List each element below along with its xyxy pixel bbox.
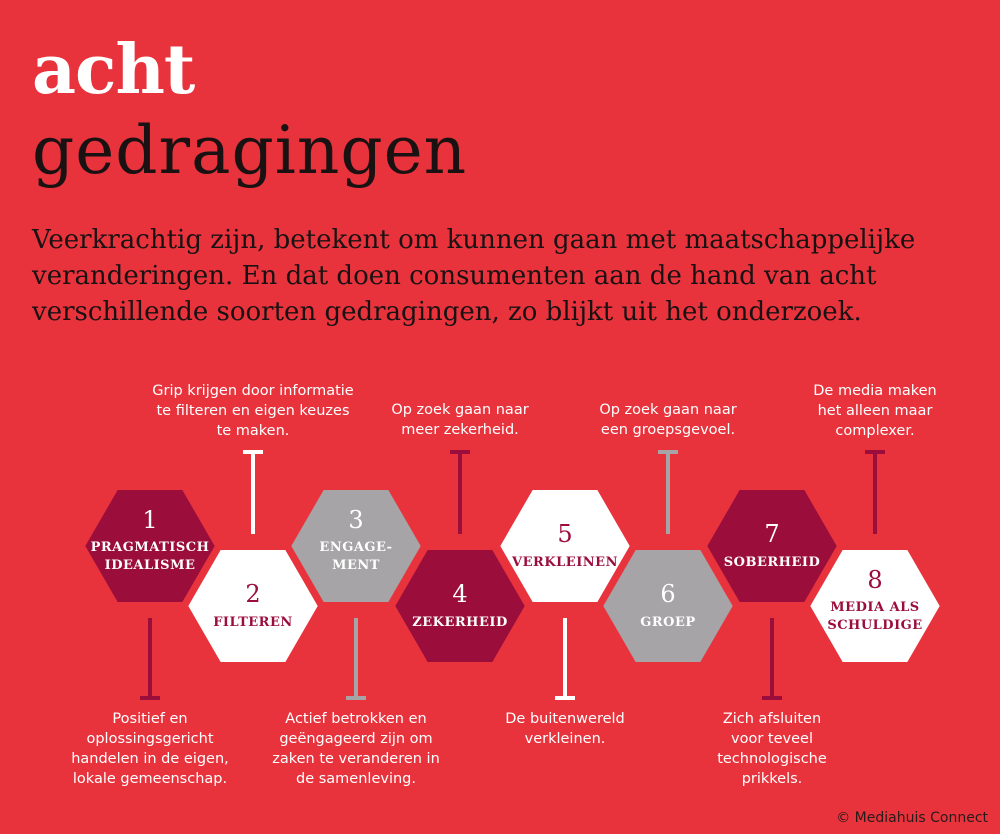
behavior-description-5: De buitenwereld — [505, 711, 625, 727]
behavior-number-5: 5 — [557, 520, 573, 548]
intro-line-1: Veerkrachtig zijn, betekent om kunnen gaan met maatschappelijke — [32, 225, 916, 255]
intro-text — [32, 222, 982, 330]
behavior-number-2: 2 — [245, 580, 261, 608]
behavior-description-3: Actief betrokken en — [285, 711, 427, 727]
behavior-description-5: verkleinen. — [524, 731, 606, 747]
behavior-description-1: handelen in de eigen, — [71, 751, 229, 767]
behavior-description-3: geëngageerd zijn om — [279, 731, 433, 747]
behavior-description-8: complexer. — [835, 423, 915, 439]
behavior-description-3: de samenleving. — [296, 771, 416, 787]
behavior-label-3: ENGAGE- — [319, 540, 393, 555]
behavior-description-7: voor teveel — [731, 731, 813, 747]
behaviors-diagram — [0, 360, 1000, 800]
behavior-description-4: meer zekerheid. — [401, 422, 519, 438]
intro-line-2: veranderingen. En dat doen consumenten aan de hand van acht — [32, 261, 877, 291]
behavior-number-8: 8 — [867, 566, 883, 594]
behavior-label-8: SCHULDIGE — [827, 618, 923, 633]
behavior-label-1: PRAGMATISCH — [90, 540, 210, 555]
behavior-description-7: Zich afsluiten — [722, 711, 822, 727]
title-acht: acht — [32, 30, 195, 110]
behavior-description-8: het alleen maar — [817, 403, 933, 419]
behavior-label-3: MENT — [332, 558, 380, 573]
behavior-label-6: GROEP — [640, 615, 696, 630]
behavior-description-7: prikkels. — [741, 771, 803, 787]
behavior-description-1: Positief en — [112, 711, 188, 727]
behavior-number-6: 6 — [660, 580, 676, 608]
behavior-description-6: Op zoek gaan naar — [599, 402, 737, 418]
behavior-number-4: 4 — [452, 580, 468, 608]
behavior-number-1: 1 — [142, 506, 158, 534]
behavior-7 — [705, 488, 839, 787]
behavior-label-8: MEDIA ALS — [830, 600, 920, 615]
behavior-label-4: ZEKERHEID — [412, 615, 508, 630]
behavior-description-7: technologische — [717, 751, 827, 767]
behavior-label-7: SOBERHEID — [723, 555, 821, 570]
behavior-description-1: oplossingsgericht — [86, 731, 214, 747]
behavior-description-6: een groepsgevoel. — [600, 422, 736, 438]
behavior-description-4: Op zoek gaan naar — [391, 402, 529, 418]
behavior-label-1: IDEALISME — [104, 558, 196, 573]
behavior-number-3: 3 — [348, 506, 364, 534]
behavior-label-5: VERKLEINEN — [512, 555, 618, 570]
behavior-description-8: De media maken — [813, 383, 937, 399]
behavior-description-3: zaken te veranderen in — [272, 751, 440, 767]
intro-line-3: verschillende soorten gedragingen, zo blijkt uit het onderzoek. — [32, 297, 862, 327]
credit: © Mediahuis Connect — [836, 810, 988, 826]
behavior-description-2: Grip krijgen door informatie — [152, 383, 354, 399]
behavior-label-2: FILTEREN — [213, 615, 293, 630]
behavior-description-1: lokale gemeenschap. — [72, 771, 228, 787]
behavior-description-2: te filteren en eigen keuzes — [156, 403, 350, 419]
behavior-description-2: te maken. — [216, 423, 290, 439]
title-gedragingen: gedragingen — [32, 112, 468, 189]
behavior-number-7: 7 — [764, 520, 780, 548]
